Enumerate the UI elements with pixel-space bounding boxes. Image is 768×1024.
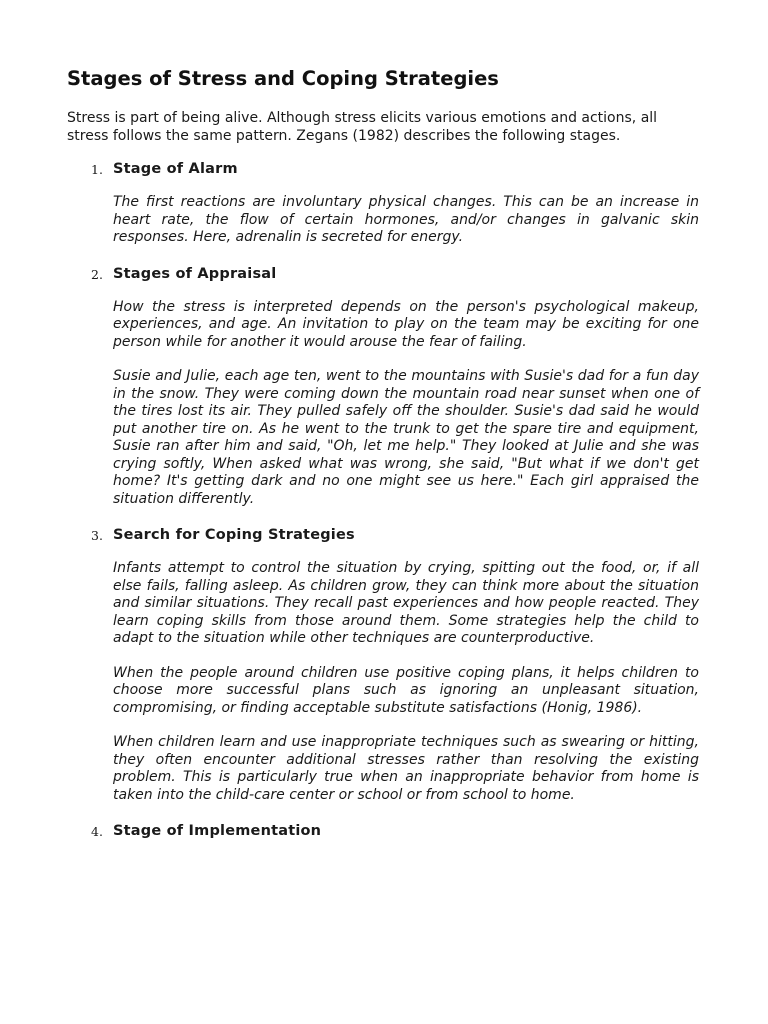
stage-appraisal xyxy=(67,264,699,509)
stage-heading xyxy=(67,264,699,286)
stage-paragraph: Susie and Julie, each age ten, went to the mountains with Susie's dad for a fun day in the snow. They were coming down the mountain road near sunset when one of the tires lost its air. They pulled safely off the shoulder. Susie's dad said he would put another tire on. As he went to the trunk to get the spare tire and equipment, Susie ran after him and said, "Oh, let me help." They looked at Julie and she was crying softly, When asked what was wrong, she said, "But what if we don't get home? It's getting dark and no one might see us here." Each girl appraised the situation differently. xyxy=(113,368,699,507)
stage-paragraph: The first reactions are involuntary physical changes. This can be an increase in heart rate, the flow of certain hormones, and/or changes in galvanic skin responses. Here, adrenalin is secreted for energy. xyxy=(113,194,699,245)
stage-paragraph: Infants attempt to control the situation by crying, spitting out the food, or, if all else fails, falling asleep. As children grow, they can think more about the situation and similar situations. They recall past experiences and how people reacted. They learn coping skills from those around them. Some strategies help the child to adapt to the situation while other techniques are counterproductive. xyxy=(113,560,699,646)
intro-paragraph: Stress is part of being alive. Although stress elicits various emotions and actions, all stress follows the same pattern. Zegans (1982) describes the following stages. xyxy=(67,110,658,144)
stage-title: Search for Coping Strategies xyxy=(113,527,355,543)
stage-title: Stages of Appraisal xyxy=(113,265,277,282)
stage-paragraph: When the people around children use positive coping plans, it helps children to choose more successful plans such as ignoring an unpleasant situation, compromising, or finding acceptable substitute satisfactions (Honig, 1986). xyxy=(113,664,699,716)
stage-number: 1. xyxy=(91,162,103,177)
stage-number: 4. xyxy=(91,824,103,839)
stage-title: Stage of Implementation xyxy=(113,823,322,839)
stage-heading xyxy=(67,525,699,547)
stage-alarm xyxy=(67,159,699,247)
stage-heading xyxy=(67,821,699,843)
stage-number: 2. xyxy=(91,266,103,282)
stage-number: 3. xyxy=(91,528,103,543)
stage-heading xyxy=(67,159,699,181)
document-page xyxy=(67,66,699,856)
page-title: Stages of Stress and Coping Strategies xyxy=(67,67,499,90)
stage-title: Stage of Alarm xyxy=(113,161,238,177)
stage-paragraph: When children learn and use inappropriate techniques such as swearing or hitting, they often encounter additional stresses rather than resolving the existing problem. This is particularly true when an inappropriate behavior from home is taken into the child-care center or school or from school to home. xyxy=(113,734,699,803)
stage-coping-search xyxy=(67,525,699,804)
stage-paragraph: How the stress is interpreted depends on the person's psychological makeup, experiences, and age. An invitation to play on the team may be exciting for one person while for another it would arouse the fear of failing. xyxy=(113,298,699,350)
stage-implementation xyxy=(67,821,699,843)
